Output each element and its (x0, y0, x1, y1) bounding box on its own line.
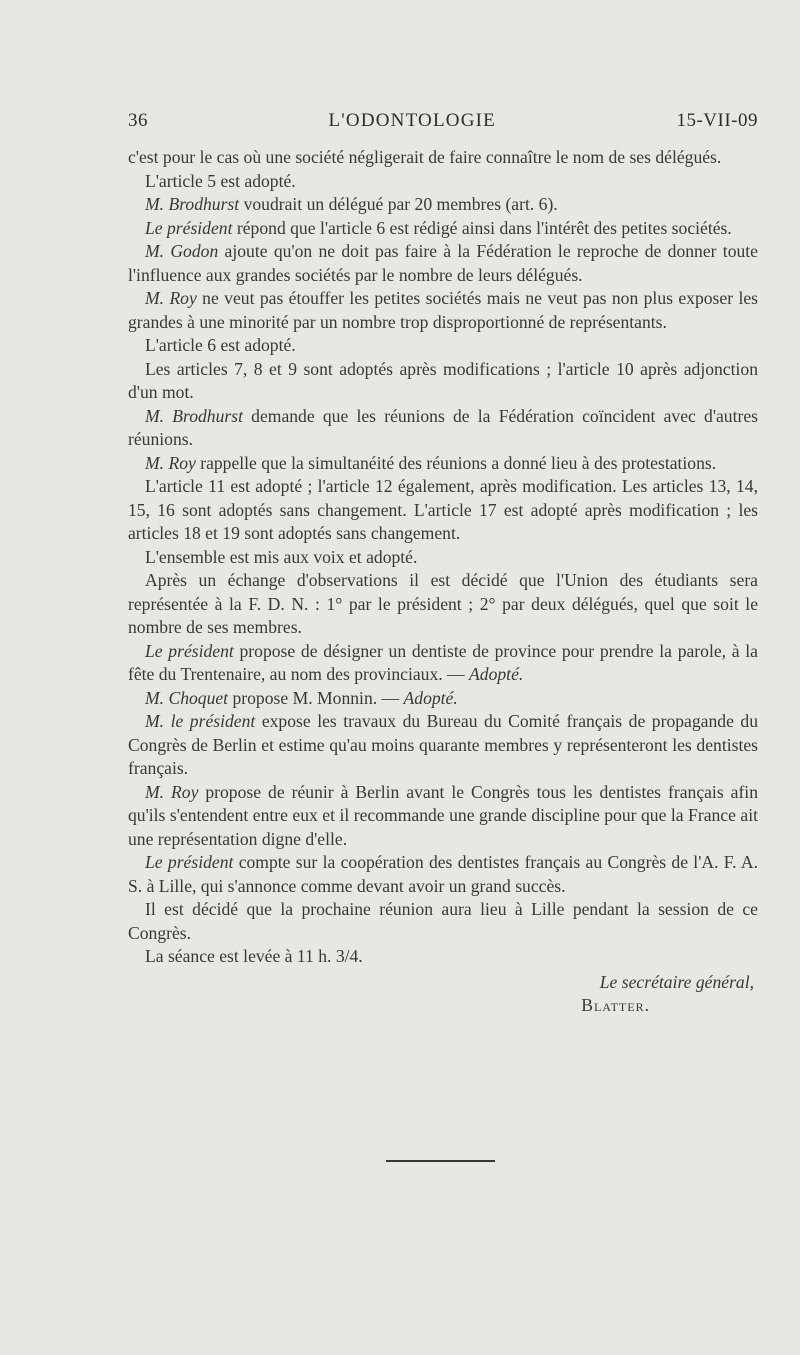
paragraph (128, 898, 758, 945)
text-run: demande que les réunions de la Fédération coïncident avec d'autres réunions. (128, 405, 758, 449)
running-header (128, 110, 758, 132)
italic-text: M. Brodhurst (145, 405, 243, 426)
paragraph (128, 287, 758, 334)
paragraph (128, 146, 758, 170)
signature-block (128, 971, 758, 1018)
italic-text: Le président (145, 217, 233, 238)
paragraph (128, 170, 758, 194)
italic-text: M. Brodhurst (145, 194, 240, 214)
text-run: propose de désigner un dentiste de province pour prendre la parole, à la fête du Trentenaire, au nom des provinciaux. — (128, 640, 758, 684)
italic-text: M. le président (145, 711, 256, 731)
page-number: 36 (128, 110, 148, 131)
paragraph (128, 781, 758, 852)
text-run: L'article 5 est adopté. (145, 170, 296, 191)
text-run: expose les travaux du Bureau du Comité français de propagande du Congrès de Berlin et estime qu'au moins quarante membres y représenteront les dentistes français. (128, 711, 758, 778)
signature-name: Blatter. (581, 995, 650, 1015)
text-run: compte sur la coopération des dentistes français au Congrès de l'A. F. A. S. à Lille, qui s'annonce comme devant avoir un grand succès. (128, 852, 758, 896)
text-run: La séance est levée à 11 h. 3/4. (145, 946, 363, 966)
body-text (128, 146, 758, 969)
text-run: ajoute qu'on ne doit pas faire à la Fédération le reproche de donner toute l'influence aux grandes sociétés par le nombre de leurs délégués. (128, 241, 758, 285)
paragraph (128, 475, 758, 546)
paragraph (128, 546, 758, 570)
text-run: L'ensemble est mis aux voix et adopté. (145, 546, 418, 567)
page (128, 110, 758, 1018)
text-run: voudrait un délégué par 20 membres (art. 6). (239, 194, 558, 214)
paragraph (128, 240, 758, 287)
text-run: c'est pour le cas où une société négligerait de faire connaître le nom de ses délégués. (128, 147, 722, 167)
text-run: L'article 6 est adopté. (145, 335, 296, 355)
italic-text: M. Choquet (145, 687, 229, 708)
italic-text: M. Godon (145, 241, 219, 261)
paragraph (128, 640, 758, 687)
paragraph (128, 710, 758, 781)
text-run: L'article 11 est adopté ; l'article 12 également, après modification. Les articles 13, 14, 15, 16 sont adoptés sans changement. L'article 17 est adopté après modification ; les articles 18 et 19 sont adoptés sans changement. (128, 476, 758, 543)
journal-title: L'ODONTOLOGIE (328, 110, 496, 131)
paragraph (128, 945, 758, 969)
paragraph (128, 405, 758, 452)
text-run: propose M. Monnin. — (228, 687, 404, 708)
italic-text: Adopté. (469, 664, 524, 684)
text-run: Les articles 7, 8 et 9 sont adoptés après modifications ; l'article 10 après adjonction d'un mot. (128, 358, 758, 402)
paragraph (128, 193, 758, 217)
paragraph (128, 687, 758, 711)
text-run: ne veut pas étouffer les petites sociétés mais ne veut pas non plus exposer les grandes à une minorité par un nombre trop disproportionné de représentants. (128, 288, 758, 332)
italic-text: Le président (145, 852, 234, 872)
signature-role: Le secrétaire général, (599, 971, 754, 992)
italic-text: Le président (145, 640, 234, 661)
paragraph (128, 452, 758, 476)
paragraph (128, 358, 758, 405)
paragraph (128, 851, 758, 898)
italic-text: M. Roy (145, 781, 199, 802)
closing-rule (386, 1160, 495, 1162)
paragraph (128, 569, 758, 640)
italic-text: Adopté. (403, 687, 458, 708)
text-run: Après un échange d'observations il est décidé que l'Union des étudiants sera représentée à la F. D. N. : 1° par le président ; 2° par deux délégués, quel que soit le nombre de ses membres. (128, 570, 758, 637)
text-run: propose de réunir à Berlin avant le Congrès tous les dentistes français afin qu'ils s'entendent entre eux et il recommande une grande discipline pour que la France ait une représentation digne d'elle. (128, 781, 758, 849)
text-run: Il est décidé que la prochaine réunion aura lieu à Lille pendant la session de ce Congrès. (128, 899, 758, 943)
text-run: rappelle que la simultanéité des réunions a donné lieu à des protestations. (195, 452, 717, 473)
italic-text: M. Roy (145, 288, 197, 308)
issue-date: 15-VII-09 (676, 110, 758, 131)
italic-text: M. Roy (145, 452, 196, 473)
text-run: répond que l'article 6 est rédigé ainsi dans l'intérêt des petites sociétés. (232, 217, 732, 238)
paragraph (128, 217, 758, 241)
paragraph (128, 334, 758, 358)
